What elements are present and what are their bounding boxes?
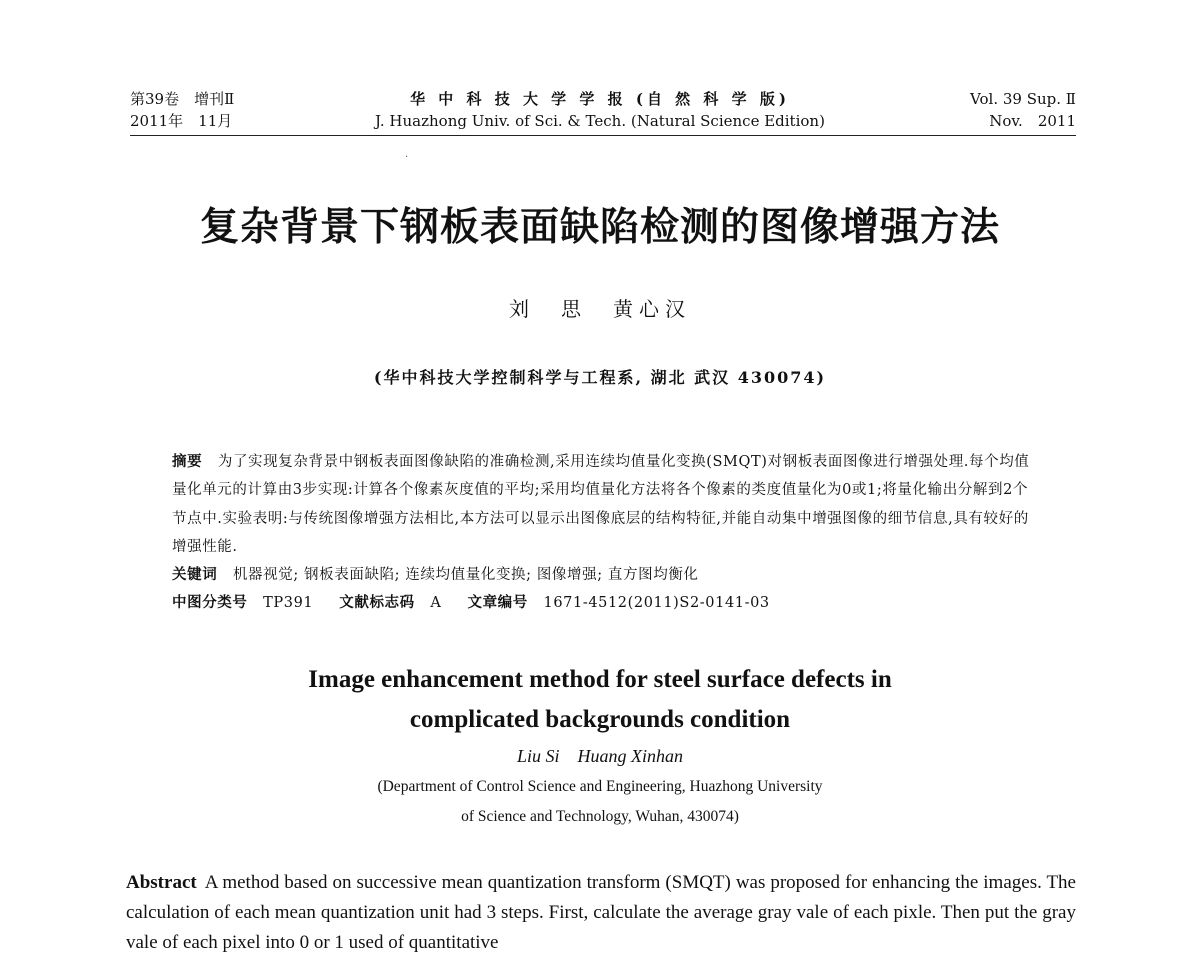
affiliation-en <box>0 772 1200 832</box>
doc-code-value: A <box>430 595 442 612</box>
affiliation-en-line2: of Science and Technology, Wuhan, 430074) <box>461 808 739 825</box>
authors-cn: 刘 思 黄心汉 <box>509 297 691 321</box>
abstract-cn-block <box>172 448 1038 618</box>
classification-line <box>172 589 1038 617</box>
abstract-en-text: A method based on successive mean quantization transform (SMQT) was proposed for enhancing the images. The calculation of each mean quantization unit had 3 steps. First, calculate the average gray vale of each pixle. Then put the gray vale of each pixel into 0 or 1 used of quantitative <box>126 872 1076 953</box>
keywords-cn-label: 关键词 <box>172 567 218 584</box>
title-en-line1: Image enhancement method for steel surface defects in <box>308 666 892 693</box>
journal-title-en: J. Huazhong Univ. of Sci. & Tech. (Natural Science Edition) <box>375 112 825 130</box>
header-date-cn: 2011年 11月 <box>130 112 233 130</box>
author-en-1: Liu Si <box>516 746 560 766</box>
article-number-label: 文章编号 <box>467 595 528 612</box>
header-vol-sup: Vol. 39 Sup. Ⅱ <box>970 90 1076 108</box>
keywords-cn <box>172 561 1038 589</box>
abstract-en-label: Abstract <box>126 872 197 893</box>
abstract-cn <box>172 448 1038 561</box>
clc-value: TP391 <box>263 595 314 612</box>
header-rule <box>130 135 1076 136</box>
journal-title-cn: 华 中 科 技 大 学 学 报 (自 然 科 学 版) <box>410 90 790 108</box>
title-en-line2: complicated backgrounds condition <box>409 706 791 733</box>
abstract-cn-label: 摘要 <box>172 454 203 470</box>
affiliation-en-line1: (Department of Control Science and Engineering, Huazhong University <box>377 778 823 795</box>
authors-en <box>0 742 1200 770</box>
print-speck: · <box>405 152 409 163</box>
doc-code-label: 文献标志码 <box>339 595 415 612</box>
keywords-cn-text: 机器视觉; 钢板表面缺陷; 连续均值量化变换; 图像增强; 直方图均衡化 <box>232 567 699 584</box>
abstract-en <box>126 868 1076 958</box>
header-date-en: Nov. 2011 <box>989 112 1076 130</box>
clc-label: 中图分类号 <box>172 595 248 612</box>
header-volume-en <box>970 88 1076 132</box>
author-en-2: Huang Xinhan <box>577 746 683 766</box>
paper-title-cn: 复杂背景下钢板表面缺陷检测的图像增强方法 <box>199 205 1000 250</box>
paper-title-en <box>0 660 1200 740</box>
affiliation-cn: (华中科技大学控制科学与工程系, 湖北 武汉 430074) <box>373 368 827 387</box>
article-number-value: 1671-4512(2011)S2-0141-03 <box>543 595 770 612</box>
header-volume-issue: 第39卷 增刊Ⅱ <box>130 90 235 108</box>
abstract-cn-text: 为了实现复杂背景中钢板表面图像缺陷的准确检测,采用连续均值量化变换(SMQT)对钢板表面图像进行增强处理.每个均值量化单元的计算由3步实现:计算各个像素灰度值的平均;采用均值量化方法将各个像素的类度值量化为0或1;将量化输出分解到2个节点中.实验表明:与传统图像增强方法相比,本方法可以显示出图像底层的结构特征,并能自动集中增强图像的细节信息,具有较好的增强性能. <box>172 454 1030 555</box>
